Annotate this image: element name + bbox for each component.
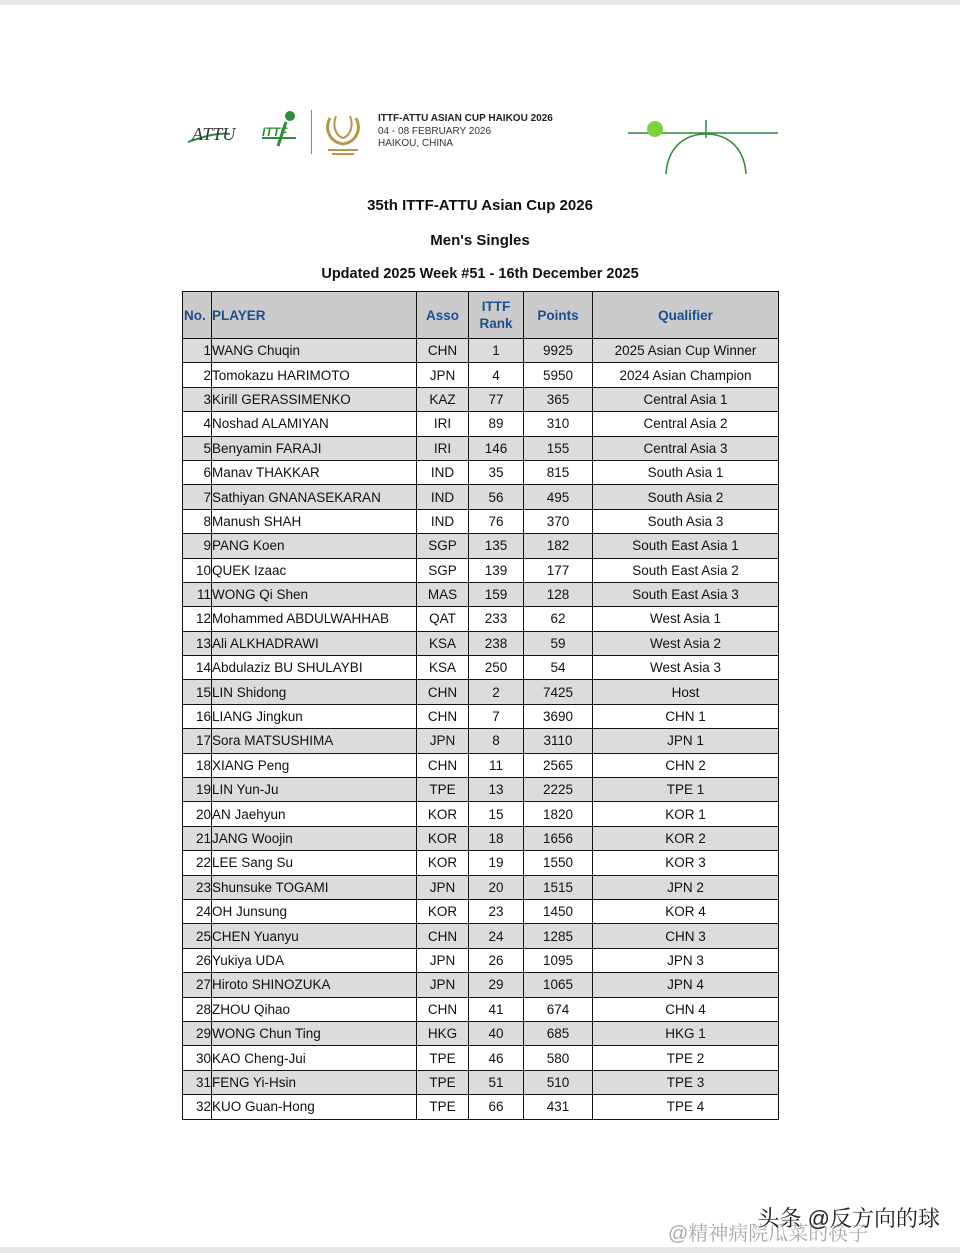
row-no: 28 (183, 997, 212, 1021)
row-qualifier: CHN 4 (593, 997, 779, 1021)
row-asso: SGP (417, 534, 469, 558)
row-player: OH Junsung (212, 899, 417, 923)
row-player: AN Jaehyun (212, 802, 417, 826)
row-points: 155 (524, 436, 593, 460)
table-row (183, 509, 779, 533)
row-asso: IND (417, 485, 469, 509)
row-qualifier: West Asia 2 (593, 631, 779, 655)
row-rank: 11 (469, 753, 524, 777)
row-no: 6 (183, 460, 212, 484)
row-player: Abdulaziz BU SHULAYBI (212, 656, 417, 680)
row-no: 13 (183, 631, 212, 655)
table-row (183, 436, 779, 460)
table-row (183, 1046, 779, 1070)
row-rank: 29 (469, 973, 524, 997)
row-no: 30 (183, 1046, 212, 1070)
row-no: 10 (183, 558, 212, 582)
row-points: 495 (524, 485, 593, 509)
row-no: 16 (183, 704, 212, 728)
table-row (183, 607, 779, 631)
row-rank: 139 (469, 558, 524, 582)
row-qualifier: KOR 4 (593, 899, 779, 923)
row-points: 510 (524, 1070, 593, 1094)
row-qualifier: JPN 4 (593, 973, 779, 997)
row-points: 3110 (524, 729, 593, 753)
table-row (183, 656, 779, 680)
row-rank: 2 (469, 680, 524, 704)
row-no: 17 (183, 729, 212, 753)
row-points: 815 (524, 460, 593, 484)
row-rank: 19 (469, 851, 524, 875)
faint-watermark: @精神病院瓜菜的筷子 (668, 1223, 869, 1245)
row-asso: IRI (417, 412, 469, 436)
competition-title: 35th ITTF-ATTU Asian Cup 2026 (367, 197, 593, 214)
ittf-logo-text: ITTF (262, 125, 288, 139)
row-rank: 40 (469, 1021, 524, 1045)
row-player: QUEK Izaac (212, 558, 417, 582)
row-asso: KSA (417, 656, 469, 680)
row-qualifier: CHN 1 (593, 704, 779, 728)
row-player: Tomokazu HARIMOTO (212, 363, 417, 387)
row-no: 23 (183, 875, 212, 899)
row-rank: 26 (469, 948, 524, 972)
row-points: 62 (524, 607, 593, 631)
table-row (183, 534, 779, 558)
row-points: 1515 (524, 875, 593, 899)
attu-logo (186, 118, 258, 146)
row-no: 8 (183, 509, 212, 533)
row-qualifier: JPN 1 (593, 729, 779, 753)
row-rank: 238 (469, 631, 524, 655)
row-points: 685 (524, 1021, 593, 1045)
row-player: Kirill GERASSIMENKO (212, 387, 417, 411)
ranking-table (182, 291, 779, 1120)
row-qualifier: South Asia 3 (593, 509, 779, 533)
table-row (183, 412, 779, 436)
row-rank: 146 (469, 436, 524, 460)
update-date: Updated 2025 Week #51 - 16th December 2025 (321, 266, 639, 282)
row-rank: 250 (469, 656, 524, 680)
row-player: LIANG Jingkun (212, 704, 417, 728)
row-points: 177 (524, 558, 593, 582)
row-player: FENG Yi-Hsin (212, 1070, 417, 1094)
row-no: 27 (183, 973, 212, 997)
row-points: 431 (524, 1095, 593, 1119)
row-no: 1 (183, 339, 212, 363)
row-rank: 46 (469, 1046, 524, 1070)
table-body (183, 339, 779, 1120)
row-points: 59 (524, 631, 593, 655)
row-rank: 15 (469, 802, 524, 826)
row-no: 14 (183, 656, 212, 680)
row-no: 32 (183, 1095, 212, 1119)
row-points: 5950 (524, 363, 593, 387)
row-points: 2225 (524, 778, 593, 802)
row-points: 128 (524, 582, 593, 606)
row-rank: 159 (469, 582, 524, 606)
row-rank: 66 (469, 1095, 524, 1119)
row-no: 20 (183, 802, 212, 826)
table-row (183, 826, 779, 850)
table-row (183, 631, 779, 655)
event-location: HAIKOU, CHINA (378, 138, 454, 149)
row-qualifier: KOR 1 (593, 802, 779, 826)
table-row (183, 997, 779, 1021)
row-points: 1065 (524, 973, 593, 997)
row-qualifier: Central Asia 2 (593, 412, 779, 436)
row-rank: 89 (469, 412, 524, 436)
row-qualifier: South East Asia 3 (593, 582, 779, 606)
row-points: 182 (524, 534, 593, 558)
row-rank: 41 (469, 997, 524, 1021)
row-player: ZHOU Qihao (212, 997, 417, 1021)
table-row (183, 851, 779, 875)
row-no: 3 (183, 387, 212, 411)
table-row (183, 899, 779, 923)
row-no: 21 (183, 826, 212, 850)
row-no: 31 (183, 1070, 212, 1094)
header-qualifier: Qualifier (593, 292, 779, 339)
row-player: Sora MATSUSHIMA (212, 729, 417, 753)
header-points: Points (524, 292, 593, 339)
row-qualifier: KOR 3 (593, 851, 779, 875)
table-row (183, 802, 779, 826)
row-rank: 233 (469, 607, 524, 631)
row-asso: TPE (417, 1095, 469, 1119)
ittf-logo (258, 108, 302, 150)
source-watermark: 头条 @反方向的球 (757, 1206, 940, 1231)
table-row (183, 753, 779, 777)
row-qualifier: TPE 4 (593, 1095, 779, 1119)
event-category: Men's Singles (430, 232, 530, 249)
row-rank: 7 (469, 704, 524, 728)
attu-logo-text: ATTU (192, 124, 236, 144)
row-no: 29 (183, 1021, 212, 1045)
row-qualifier: CHN 3 (593, 924, 779, 948)
row-player: Manush SHAH (212, 509, 417, 533)
event-name: ITTF-ATTU ASIAN CUP HAIKOU 2026 (378, 113, 553, 124)
header-no: No. (183, 292, 212, 339)
row-rank: 4 (469, 363, 524, 387)
row-points: 1550 (524, 851, 593, 875)
row-player: KAO Cheng-Jui (212, 1046, 417, 1070)
row-rank: 135 (469, 534, 524, 558)
row-player: LIN Yun-Ju (212, 778, 417, 802)
row-no: 18 (183, 753, 212, 777)
table-row (183, 875, 779, 899)
row-rank: 76 (469, 509, 524, 533)
row-rank: 77 (469, 387, 524, 411)
row-points: 310 (524, 412, 593, 436)
row-asso: JPN (417, 363, 469, 387)
table-row (183, 680, 779, 704)
row-player: Hiroto SHINOZUKA (212, 973, 417, 997)
row-rank: 8 (469, 729, 524, 753)
row-points: 674 (524, 997, 593, 1021)
row-points: 54 (524, 656, 593, 680)
row-no: 5 (183, 436, 212, 460)
row-rank: 35 (469, 460, 524, 484)
row-player: PANG Koen (212, 534, 417, 558)
row-qualifier: KOR 2 (593, 826, 779, 850)
row-qualifier: South East Asia 1 (593, 534, 779, 558)
row-qualifier: CHN 2 (593, 753, 779, 777)
row-no: 19 (183, 778, 212, 802)
row-asso: IRI (417, 436, 469, 460)
row-player: WANG Chuqin (212, 339, 417, 363)
row-qualifier: 2024 Asian Champion (593, 363, 779, 387)
row-no: 15 (183, 680, 212, 704)
row-qualifier: Host (593, 680, 779, 704)
row-points: 1450 (524, 899, 593, 923)
row-asso: JPN (417, 729, 469, 753)
event-dates: 04 - 08 FEBRUARY 2026 (378, 125, 492, 137)
row-player: JANG Woojin (212, 826, 417, 850)
top-edge-bar (0, 0, 960, 5)
row-no: 4 (183, 412, 212, 436)
row-rank: 18 (469, 826, 524, 850)
row-points: 2565 (524, 753, 593, 777)
row-no: 7 (183, 485, 212, 509)
row-rank: 51 (469, 1070, 524, 1094)
table-row (183, 485, 779, 509)
row-player: Ali ALKHADRAWI (212, 631, 417, 655)
row-asso: JPN (417, 875, 469, 899)
row-player: XIANG Peng (212, 753, 417, 777)
row-no: 9 (183, 534, 212, 558)
row-no: 22 (183, 851, 212, 875)
table-row (183, 460, 779, 484)
row-player: LEE Sang Su (212, 851, 417, 875)
row-asso: TPE (417, 778, 469, 802)
row-points: 7425 (524, 680, 593, 704)
row-rank: 1 (469, 339, 524, 363)
row-no: 2 (183, 363, 212, 387)
table-row (183, 1095, 779, 1119)
header-asso: Asso (417, 292, 469, 339)
row-asso: TPE (417, 1070, 469, 1094)
row-asso: QAT (417, 607, 469, 631)
row-player: Yukiya UDA (212, 948, 417, 972)
row-rank: 23 (469, 899, 524, 923)
row-points: 1820 (524, 802, 593, 826)
table-row (183, 778, 779, 802)
bottom-edge-bar (0, 1247, 960, 1253)
table-row (183, 704, 779, 728)
row-asso: CHN (417, 704, 469, 728)
table-row (183, 339, 779, 363)
row-qualifier: South Asia 1 (593, 460, 779, 484)
table-row (183, 924, 779, 948)
table-row (183, 582, 779, 606)
row-asso: JPN (417, 948, 469, 972)
row-qualifier: South East Asia 2 (593, 558, 779, 582)
row-rank: 20 (469, 875, 524, 899)
table-row (183, 387, 779, 411)
row-player: Benyamin FARAJI (212, 436, 417, 460)
row-rank: 56 (469, 485, 524, 509)
row-player: CHEN Yuanyu (212, 924, 417, 948)
table-row (183, 558, 779, 582)
row-asso: MAS (417, 582, 469, 606)
row-asso: KAZ (417, 387, 469, 411)
row-points: 370 (524, 509, 593, 533)
row-player: Mohammed ABDULWAHHAB (212, 607, 417, 631)
row-qualifier: TPE 1 (593, 778, 779, 802)
header-rank-line2: Rank (479, 316, 513, 331)
row-asso: IND (417, 509, 469, 533)
row-points: 9925 (524, 339, 593, 363)
ball-arc-logo (628, 110, 780, 176)
row-no: 26 (183, 948, 212, 972)
row-asso: KOR (417, 851, 469, 875)
row-qualifier: Central Asia 1 (593, 387, 779, 411)
row-rank: 24 (469, 924, 524, 948)
row-asso: CHN (417, 680, 469, 704)
row-asso: CHN (417, 997, 469, 1021)
row-qualifier: 2025 Asian Cup Winner (593, 339, 779, 363)
row-points: 1656 (524, 826, 593, 850)
table-row (183, 363, 779, 387)
row-no: 12 (183, 607, 212, 631)
row-asso: IND (417, 460, 469, 484)
row-asso: SGP (417, 558, 469, 582)
row-asso: CHN (417, 753, 469, 777)
row-player: KUO Guan-Hong (212, 1095, 417, 1119)
row-no: 25 (183, 924, 212, 948)
row-qualifier: TPE 2 (593, 1046, 779, 1070)
row-player: Shunsuke TOGAMI (212, 875, 417, 899)
row-qualifier: West Asia 3 (593, 656, 779, 680)
row-player: Noshad ALAMIYAN (212, 412, 417, 436)
ball-icon (647, 121, 663, 137)
row-asso: KOR (417, 802, 469, 826)
table-row (183, 1070, 779, 1094)
row-player: Manav THAKKAR (212, 460, 417, 484)
table-row (183, 729, 779, 753)
row-rank: 13 (469, 778, 524, 802)
row-asso: KSA (417, 631, 469, 655)
event-info (378, 113, 553, 151)
logo-divider (311, 110, 312, 154)
row-points: 1285 (524, 924, 593, 948)
header-ittf-rank (469, 292, 524, 339)
header-rank-line1: ITTF (481, 299, 511, 314)
row-qualifier: JPN 2 (593, 875, 779, 899)
row-player: WONG Qi Shen (212, 582, 417, 606)
row-player: LIN Shidong (212, 680, 417, 704)
row-player: Sathiyan GNANASEKARAN (212, 485, 417, 509)
row-points: 3690 (524, 704, 593, 728)
row-no: 24 (183, 899, 212, 923)
table-row (183, 948, 779, 972)
row-qualifier: JPN 3 (593, 948, 779, 972)
table-row (183, 1021, 779, 1045)
row-player: WONG Chun Ting (212, 1021, 417, 1045)
table-row (183, 973, 779, 997)
row-qualifier: Central Asia 3 (593, 436, 779, 460)
row-qualifier: TPE 3 (593, 1070, 779, 1094)
row-qualifier: South Asia 2 (593, 485, 779, 509)
row-points: 580 (524, 1046, 593, 1070)
row-asso: KOR (417, 826, 469, 850)
row-asso: JPN (417, 973, 469, 997)
header-player: PLAYER (212, 292, 417, 339)
row-points: 1095 (524, 948, 593, 972)
row-asso: HKG (417, 1021, 469, 1045)
row-points: 365 (524, 387, 593, 411)
row-asso: KOR (417, 899, 469, 923)
row-no: 11 (183, 582, 212, 606)
row-asso: TPE (417, 1046, 469, 1070)
row-asso: CHN (417, 924, 469, 948)
asian-cup-emblem (318, 108, 368, 158)
row-qualifier: HKG 1 (593, 1021, 779, 1045)
row-asso: CHN (417, 339, 469, 363)
row-qualifier: West Asia 1 (593, 607, 779, 631)
table-header-row (183, 292, 779, 339)
